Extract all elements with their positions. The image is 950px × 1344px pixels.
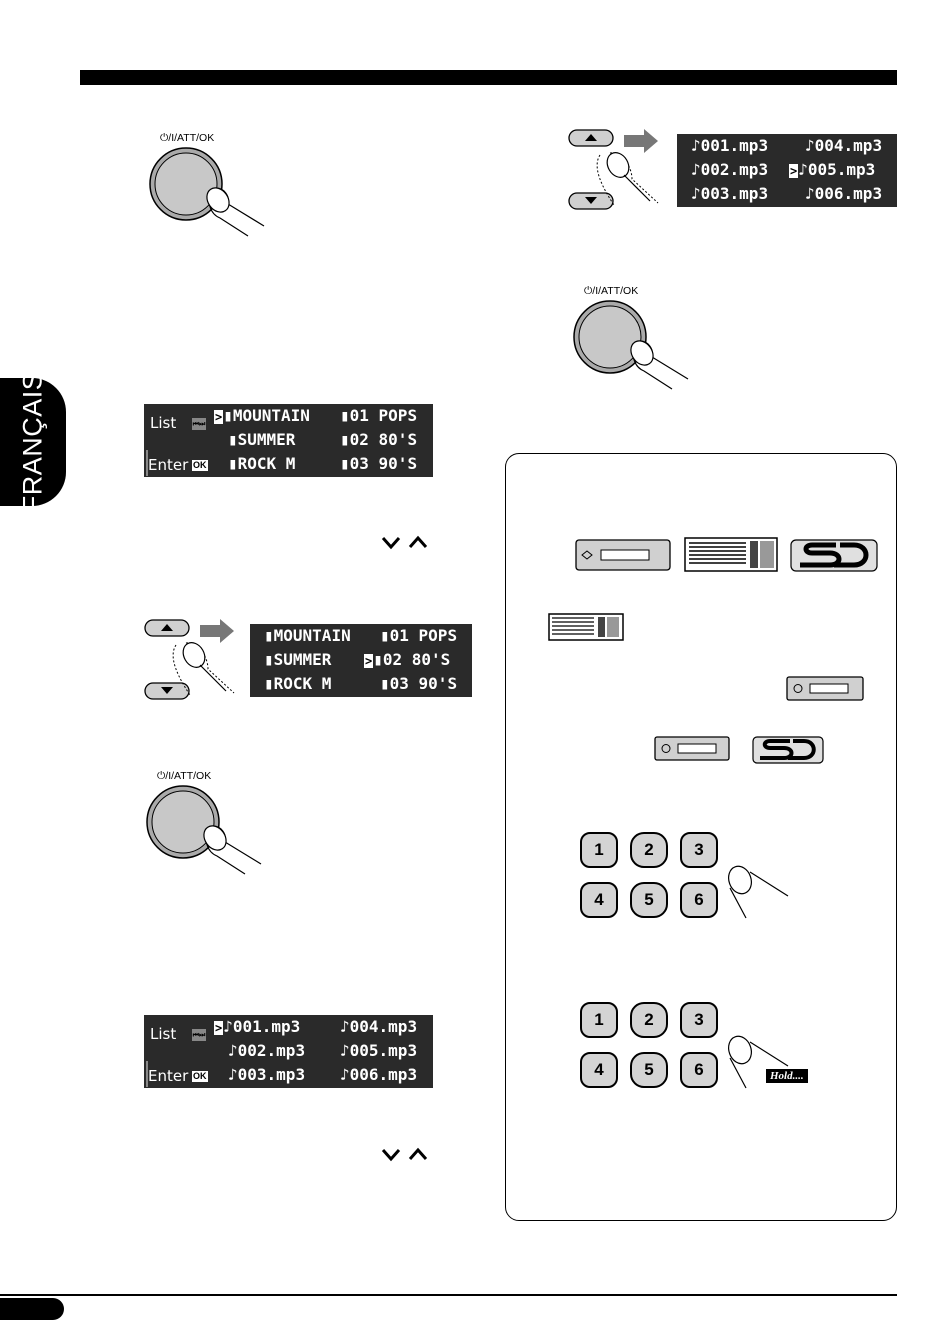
sd-card-icon bbox=[790, 539, 878, 572]
knob-label: ⏻/I/ATT/OK bbox=[160, 132, 215, 144]
preset-1-button[interactable]: 1 bbox=[580, 1002, 618, 1038]
file-cell: 001.mp3 bbox=[232, 1017, 301, 1036]
enter-label: Enter bbox=[148, 1067, 189, 1085]
control-knob-2 bbox=[572, 285, 702, 395]
folder-cell: 01 POPS bbox=[349, 406, 418, 425]
language-tab-label: FRANÇAIS bbox=[17, 371, 48, 513]
cursor-icon: > bbox=[215, 410, 223, 424]
finger-icon bbox=[722, 1032, 800, 1092]
folder-cell: 01 POPS bbox=[389, 626, 458, 645]
preset-5-button[interactable]: 5 bbox=[630, 1052, 668, 1088]
card-slot-icon bbox=[575, 539, 671, 571]
folder-cell: 03 90'S bbox=[389, 674, 458, 693]
lcd-folder-list: List Enter ⏮⏭ OK >▮MOUNTAIN ▮01 POPS ▮SUMMER ▮02 80'S ▮ROCK M ▮03 90'S bbox=[144, 404, 433, 477]
up-down-press-icon bbox=[566, 127, 666, 212]
preset-4-button[interactable]: 4 bbox=[580, 882, 618, 918]
skip-icon: ⏮⏭ bbox=[192, 420, 206, 428]
file-cell: 001.mp3 bbox=[700, 136, 769, 155]
sd-card-icon bbox=[752, 736, 824, 764]
preset-3-button[interactable]: 3 bbox=[680, 832, 718, 868]
preset-1-button[interactable]: 1 bbox=[580, 832, 618, 868]
preset-3-button[interactable]: 3 bbox=[680, 1002, 718, 1038]
scroll-indicator bbox=[146, 1061, 148, 1087]
knob-press-icon bbox=[148, 144, 278, 244]
down-up-chevrons bbox=[380, 530, 440, 560]
folder-cell: SUMMER bbox=[273, 650, 332, 669]
scroll-indicator bbox=[146, 450, 148, 476]
folder-cell: ROCK M bbox=[237, 454, 296, 473]
card-slot-small-icon bbox=[786, 676, 864, 701]
skip-icon: ⏮⏭ bbox=[192, 1031, 206, 1039]
knob-press-icon bbox=[145, 782, 275, 882]
list-label: List bbox=[150, 1025, 177, 1043]
cursor-icon: > bbox=[790, 164, 798, 178]
knob-label: ⏻/I/ATT/OK bbox=[584, 285, 639, 297]
file-cell: 004.mp3 bbox=[814, 136, 883, 155]
preset-6-button[interactable]: 6 bbox=[680, 882, 718, 918]
ok-badge: OK bbox=[193, 460, 207, 470]
finger-icon bbox=[722, 862, 800, 922]
file-cell: 005.mp3 bbox=[349, 1041, 418, 1060]
ok-badge: OK bbox=[193, 1071, 207, 1081]
updown-buttons-2 bbox=[142, 617, 242, 702]
file-cell: 003.mp3 bbox=[237, 1065, 306, 1084]
folder-cell: SUMMER bbox=[237, 430, 296, 449]
page-number-tab bbox=[0, 1298, 64, 1320]
sd-logo bbox=[790, 539, 878, 572]
control-knob-3 bbox=[145, 770, 275, 880]
down-up-chevrons bbox=[380, 1142, 440, 1172]
control-knob-1 bbox=[148, 132, 278, 242]
language-tab bbox=[0, 371, 66, 513]
knob-press-icon bbox=[572, 297, 702, 397]
preset-keypad-2 bbox=[580, 1002, 820, 1092]
preset-6-button[interactable]: 6 bbox=[680, 1052, 718, 1088]
enter-label: Enter bbox=[148, 456, 189, 474]
preset-keypad-1 bbox=[580, 832, 800, 922]
lcd-file-select: ♪001.mp3 ♪004.mp3 ♪002.mp3 >♪005.mp3 ♪003.mp3 ♪006.mp3 bbox=[677, 134, 897, 207]
lcd-file-list: List Enter ⏮⏭ OK >♪001.mp3 ♪004.mp3 ♪002.mp3 ♪005.mp3 ♪003.mp3 ♪006.mp3 bbox=[144, 1015, 433, 1088]
preset-4-button[interactable]: 4 bbox=[580, 1052, 618, 1088]
preset-2-button[interactable]: 2 bbox=[630, 1002, 668, 1038]
chevrons-icon bbox=[380, 530, 440, 554]
updown-buttons-1 bbox=[566, 127, 666, 212]
cursor-icon: > bbox=[365, 654, 373, 668]
preset-5-button[interactable]: 5 bbox=[630, 882, 668, 918]
cursor-icon: > bbox=[215, 1021, 223, 1035]
header-bar bbox=[80, 70, 897, 85]
up-down-press-icon bbox=[142, 617, 242, 702]
chevrons-icon bbox=[380, 1142, 440, 1166]
folder-cell: MOUNTAIN bbox=[232, 406, 310, 425]
footer-rule bbox=[0, 1294, 897, 1296]
folder-cell: ROCK M bbox=[273, 674, 332, 693]
card-slot-small-icon bbox=[654, 736, 730, 761]
file-cell: 004.mp3 bbox=[349, 1017, 418, 1036]
file-cell: 003.mp3 bbox=[700, 184, 769, 203]
disc-slot-small-icon bbox=[548, 613, 624, 641]
file-cell: 002.mp3 bbox=[237, 1041, 306, 1060]
list-label: List bbox=[150, 414, 177, 432]
knob-label: ⏻/I/ATT/OK bbox=[157, 770, 212, 782]
lcd-folder-select: ▮MOUNTAIN ▮01 POPS ▮SUMMER >▮02 80'S ▮ROCK M ▮03 90'S bbox=[250, 624, 472, 697]
disc-slot-icon bbox=[684, 537, 778, 572]
file-cell: 005.mp3 bbox=[807, 160, 876, 179]
folder-cell: MOUNTAIN bbox=[273, 626, 351, 645]
file-cell: 006.mp3 bbox=[349, 1065, 418, 1084]
file-cell: 006.mp3 bbox=[814, 184, 883, 203]
file-cell: 002.mp3 bbox=[700, 160, 769, 179]
hold-badge: Hold.... bbox=[766, 1069, 808, 1083]
folder-cell: 03 90'S bbox=[349, 454, 418, 473]
folder-cell: 02 80'S bbox=[349, 430, 418, 449]
folder-cell: 02 80'S bbox=[382, 650, 451, 669]
preset-2-button[interactable]: 2 bbox=[630, 832, 668, 868]
